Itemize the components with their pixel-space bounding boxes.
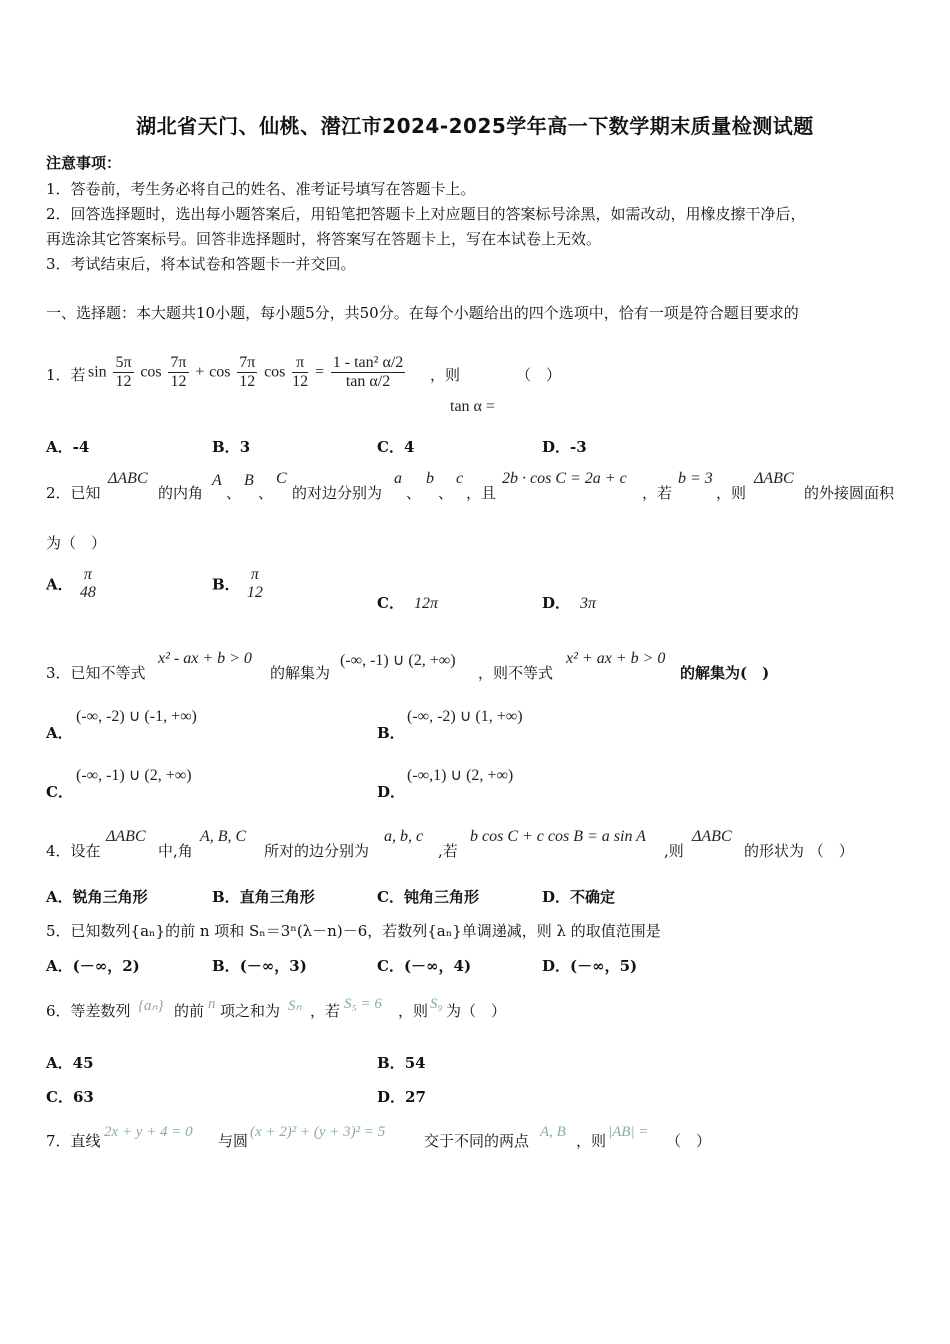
q2-option-b[interactable]: B． π 12: [212, 566, 263, 601]
q6-option-d[interactable]: D．27: [377, 1088, 426, 1106]
exam-page: 湖北省天门、仙桃、潜江市2024-2025学年高一下数学期末质量检测试题 注意事项： 1．答卷前，考生务必将自己的姓名、准考证号填写在答题卡上。 2．回答选择题时，选出每小题答案后，用铅笔把答题卡上对应题目的答案标号涂黑，如需改动，用橡皮擦干净后， 再选涂其它答案标号。回答非选择题时，将答案写在答题卡上，写在本试卷上无效。 3．考试结束后，将本试卷和答题卡一并交回。 一、选择题：本大题共10小题，每小题5分，共50分。在每个小题给出的四个选项中，恰有一项是符合题目要求的 1．若 sin $\frac{5\pi}{12}$ cos $\frac{7\pi}{12}$ + cos $\frac{7\pi}{12}$ cos $\frac{\pi}{12}$ = $\frac{\text{1 - tan² α/2}}{\text{tan α/2}}$ ，则 （ ） tan α = A．-4 B．3 C．4 D．-3 2．已知 ΔABC 的内角 A 、 B 、 C 的对边分别为 a 、 b 、 c ，且 2b · cos C = 2a + c ，若 b = 3 ，则 ΔABC 的外接圆面积 为（ ） A． π 48 B． π 12 C． 12π D． 3π 3．已知不等式 x² - ax + b > 0 的解集为 (-∞, -1) ∪ (2, +∞) ，则不等式 x² + ax + b > 0 的解集为( ) A． (-∞, -2) ∪ (-1, +∞) B． (-∞, -2) ∪ (1, +∞) C． (-∞, -1) ∪ (2, +∞) D． (-∞,1) ∪ (2, +∞) 4．设在 ΔABC 中,角 A, B, C 所对的边分别为 a, b, c ,若 b cos C + c cos B = a sin A ,则 ΔABC 的形状为 （ ） A．锐角三角形 B．直角三角形 C．钝角三角形 D．不确定 5．已知数列{aₙ}的前 n 项和 Sₙ＝3ⁿ(λ－n)－6，若数列{aₙ}单调递减，则 λ 的取值范围是 A．(－∞，2) B．(－∞，3) C．(－∞，4) D．(－∞，5) 6．等差数列 {aₙ} 的前 n 项之和为 Sₙ ，若 S₅ = 6 ，则 S₉ 为（ ） A．45 B．54 C．63 D．27 7．直线 2x + y + 4 = 0 与圆 (x + 2)² + (y + 3)² = 5 交于不同的两点 A, B ，则 |AB| = （ ）: [0, 0, 950, 1344]
q6-option-b[interactable]: B．54: [377, 1054, 426, 1072]
q1-option-d[interactable]: D．-3: [542, 438, 587, 456]
q1-then: ，则: [430, 366, 461, 384]
notice-item-2: 2．回答选择题时，选出每小题答案后，用铅笔把答题卡上对应题目的答案标号涂黑，如需改动，用橡皮擦干净后，: [46, 205, 806, 223]
question-7: 7．直线 2x + y + 4 = 0 与圆 (x + 2)² + (y + 3)² = 5 交于不同的两点 A, B ，则 |AB| = （ ）: [46, 1124, 712, 1150]
q4-option-a[interactable]: A．锐角三角形: [46, 888, 148, 906]
q2-option-d[interactable]: D． 3π: [542, 594, 597, 612]
q1-number: 1．若: [46, 366, 86, 384]
q1-option-b[interactable]: B．3: [212, 438, 251, 456]
notice-item-3: 3．考试结束后，将本试卷和答题卡一并交回。: [46, 255, 356, 273]
question-6: 6．等差数列 {aₙ} 的前 n 项之和为 Sₙ ，若 S₅ = 6 ，则 S₉ 为（ ）: [46, 996, 507, 1020]
question-4: 4．设在 ΔABC 中,角 A, B, C 所对的边分别为 a, b, c ,若 b cos C + c cos B = a sin A ,则 ΔABC 的形状为 （ ）: [46, 828, 854, 860]
question-2: 2．已知 ΔABC 的内角 A 、 B 、 C 的对边分别为 a 、 b 、 c ，且 2b · cos C = 2a + c ，若 b = 3 ，则 ΔABC 的外接圆面积: [46, 470, 895, 502]
q2-option-c[interactable]: C． 12π: [377, 594, 438, 612]
question-3: 3．已知不等式 x² - ax + b > 0 的解集为 (-∞, -1) ∪ (2, +∞) ，则不等式 x² + ax + b > 0 的解集为( ): [46, 650, 770, 682]
question-5: 5．已知数列{aₙ}的前 n 项和 Sₙ＝3ⁿ(λ－n)－6，若数列{aₙ}单调递减，则 λ 的取值范围是: [46, 922, 661, 940]
section-heading: 一、选择题：本大题共10小题，每小题5分，共50分。在每个小题给出的四个选项中，恰有一项是符合题目要求的: [46, 304, 799, 322]
page-title: 湖北省天门、仙桃、潜江市2024-2025学年高一下数学期末质量检测试题: [136, 114, 814, 138]
q5-option-a[interactable]: A．(－∞，2): [46, 957, 140, 975]
notice-heading: 注意事项：: [46, 154, 122, 172]
q6-option-a[interactable]: A．45: [46, 1054, 94, 1072]
q4-option-b[interactable]: B．直角三角形: [212, 888, 315, 906]
q1-answer-paren: （ ）: [516, 366, 562, 384]
q4-option-d[interactable]: D．不确定: [542, 888, 616, 906]
q5-option-b[interactable]: B．(－∞，3): [212, 957, 307, 975]
q2-option-a[interactable]: A． π 48: [46, 566, 96, 601]
q1-option-c[interactable]: C．4: [377, 438, 415, 456]
q5-option-d[interactable]: D．(－∞，5): [542, 957, 638, 975]
q1-option-a[interactable]: A．-4: [46, 438, 90, 456]
q2-line-2: 为（ ）: [46, 534, 107, 552]
q4-option-c[interactable]: C．钝角三角形: [377, 888, 479, 906]
q5-option-c[interactable]: C．(－∞，4): [377, 957, 472, 975]
notice-item-1: 1．答卷前，考生务必将自己的姓名、准考证号填写在答题卡上。: [46, 180, 476, 198]
q6-option-c[interactable]: C．63: [46, 1088, 94, 1106]
q1-target: tan α =: [450, 398, 495, 415]
notice-item-2-cont: 再选涂其它答案标号。回答非选择题时，将答案写在答题卡上，写在本试卷上无效。: [46, 230, 602, 248]
q1-expression: sin $\frac{5\pi}{12}$ cos $\frac{7\pi}{12}$ + cos $\frac{7\pi}{12}$ cos $\frac{\pi}{12}$ = $\frac{\text{1 - tan² α/2}}{\text{tan α/2}}$: [88, 354, 404, 390]
